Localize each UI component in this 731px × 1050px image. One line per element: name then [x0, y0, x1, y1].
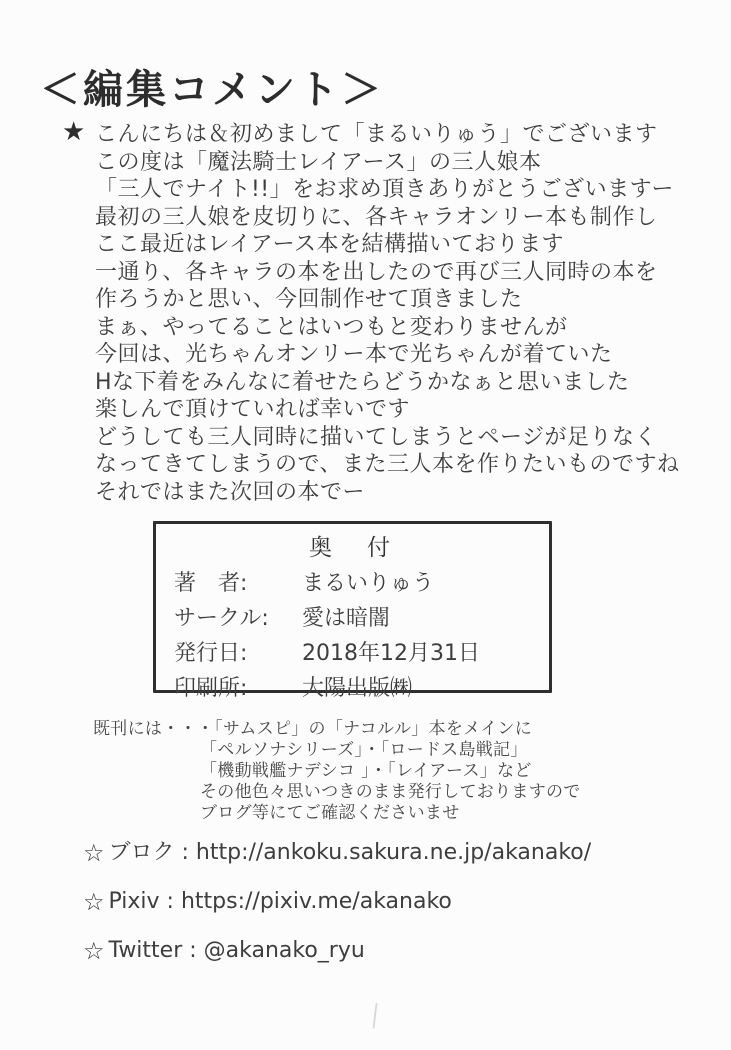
- scan-smudge-mark: [372, 1003, 380, 1029]
- backlist-line: 既刊には・・・「サムスピ」の「ナコルル」本をメインに: [93, 719, 533, 739]
- twitter-handle-text: Twitter : @akanako_ryu: [108, 938, 365, 963]
- outline-star-icon: ☆: [83, 937, 105, 965]
- comment-line: 「三人でナイト!!」をお求め頂きありがとうございますー: [95, 177, 674, 202]
- colophon-row-circle: [174, 605, 549, 632]
- colophon-value: まるいりゅう: [302, 571, 435, 596]
- comment-line: 楽しんで頂けていれば幸いです: [95, 397, 411, 422]
- comment-line: この度は「魔法騎士レイアース」の三人娘本: [95, 149, 542, 175]
- pixiv-url-text: Pixiv : https://pixiv.me/akanako: [108, 889, 452, 914]
- backlist-line: ブログ等にてご確認くださいませ: [200, 803, 460, 823]
- comment-line: Hな下着をみんなに着せたらどうかなぁと思いました: [95, 369, 630, 395]
- twitter-link-line: [83, 938, 591, 964]
- colophon-title: 奥 付: [309, 535, 396, 561]
- colophon-row-printer: [174, 675, 549, 702]
- colophon-label: 印刷所:: [174, 676, 248, 701]
- blog-link-line: [83, 840, 591, 866]
- comment-line: それではまた次回の本でー: [95, 479, 366, 505]
- colophon-label: 発行日:: [174, 641, 248, 666]
- backlist-line: その他色々思いつきのまま発行しておりますので: [200, 782, 581, 802]
- outline-star-icon: ☆: [83, 839, 105, 867]
- colophon-value: 愛は暗闇: [302, 606, 391, 631]
- comment-line: まぁ、やってることはいつもと変わりませんが: [95, 314, 568, 340]
- colophon-value: 2018年12月31日: [302, 641, 480, 666]
- comment-line: 作ろうかと思い、今回制作せて頂きました: [95, 287, 523, 312]
- outline-star-icon: ☆: [83, 888, 105, 916]
- backlist-note: [93, 719, 581, 824]
- blog-url-text: ブロク : http://ankoku.sakura.ne.jp/akanako/: [108, 840, 592, 865]
- pixiv-link-line: [83, 889, 591, 915]
- colophon-label: サークル:: [174, 606, 269, 631]
- colophon-box: [153, 521, 552, 701]
- colophon-label: 著 者:: [174, 571, 248, 596]
- comment-line: こんにちは＆初めまして「まるいりゅう」でございます: [95, 122, 658, 147]
- comment-line: 最初の三人娘を皮切りに、各キャラオンリー本も制作し: [95, 204, 658, 230]
- contact-links: [83, 840, 591, 987]
- colophon-row-date: [174, 640, 549, 667]
- backlist-line: 「機動戦艦ナデシコ 」・「レイアース」など: [200, 761, 532, 781]
- comment-line: なってきてしまうので、また三人本を作りたいものですね: [95, 452, 680, 477]
- comment-line: 今回は、光ちゃんオンリー本で光ちゃんが着ていた: [95, 342, 613, 367]
- editor-comment: [62, 117, 680, 506]
- backlist-line: 「ペルソナシリーズ」・「ロードス島戦記」: [200, 740, 528, 760]
- comment-line: ここ最近はレイアース本を結構描いております: [95, 232, 564, 257]
- comment-line: 一通り、各キャラの本を出したので再び三人同時の本を: [95, 259, 658, 285]
- filled-star-icon: ★: [62, 117, 86, 147]
- page-title: ＜編集コメント＞: [40, 67, 384, 113]
- colophon-value: 大陽出版㈱: [302, 676, 413, 701]
- comment-line: どうしても三人同時に描いてしまうとページが足りなく: [95, 424, 658, 450]
- colophon-row-author: [174, 570, 549, 597]
